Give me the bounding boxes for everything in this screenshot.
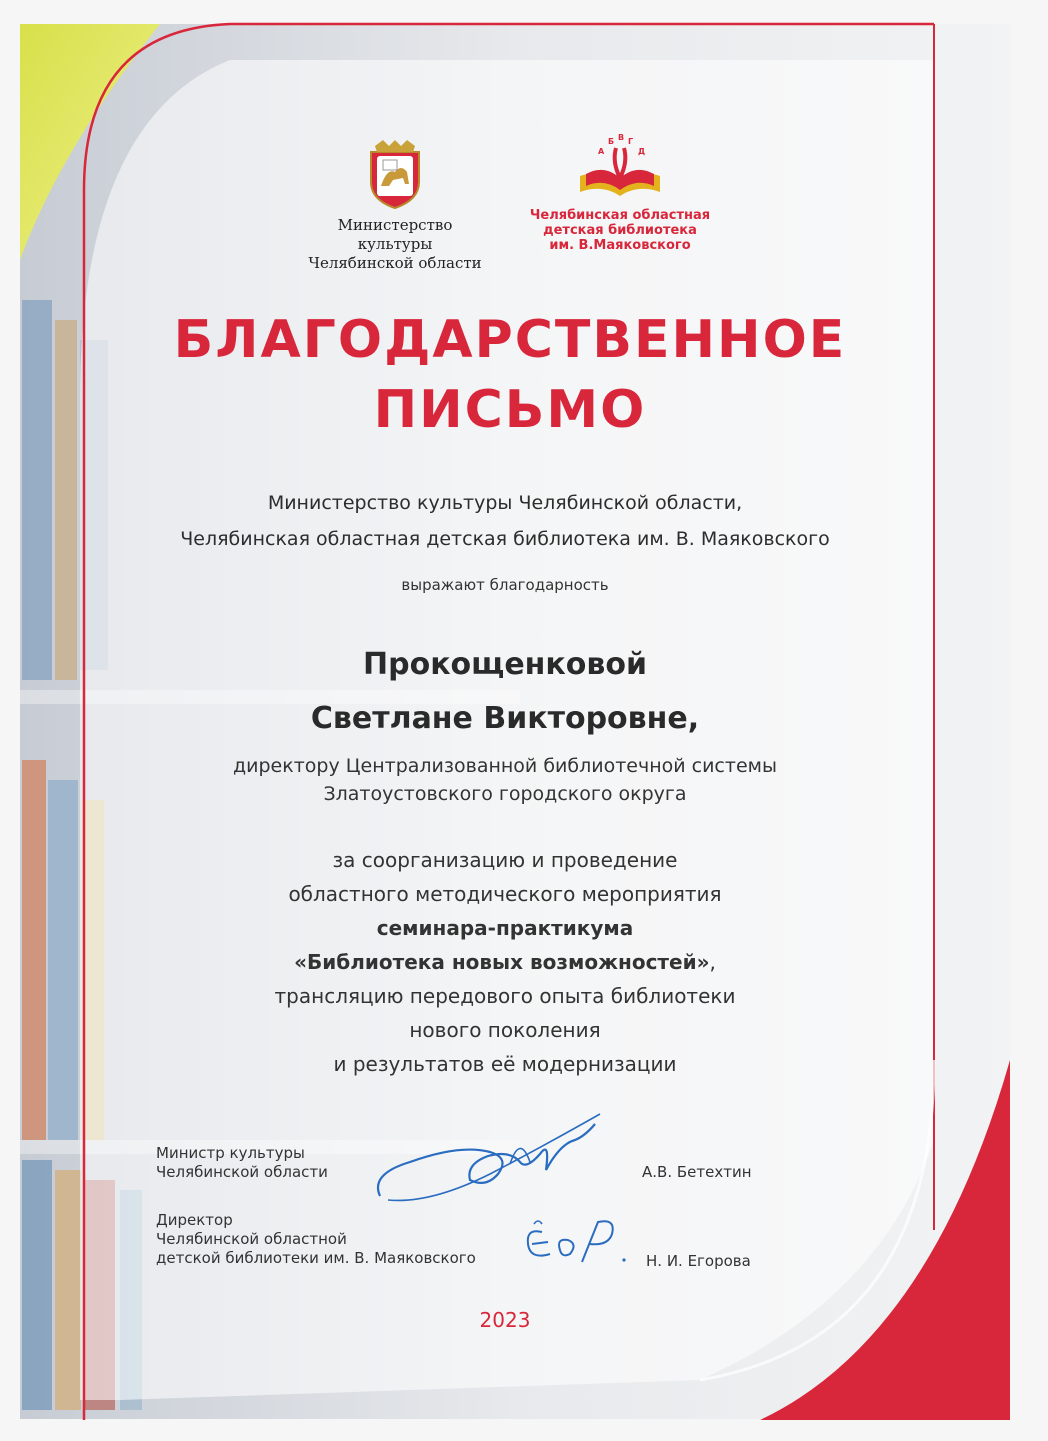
document-title-line2: ПИСЬМО [373, 380, 647, 440]
director-title-line1: Директор [156, 1211, 233, 1229]
director-name: Н. И. Егорова [646, 1252, 751, 1270]
library-logo-block [525, 134, 715, 253]
recipient-given-names: Светлане Викторовне, [310, 701, 700, 736]
library-letter-4: Д [638, 147, 646, 156]
reason-line3 [100, 912, 910, 944]
library-caption-line3: им. В.Маяковского [549, 238, 691, 253]
library-caption-line1: Челябинская областная [529, 208, 711, 223]
reason-line1: за соорганизацию и проведение [332, 848, 678, 872]
ministry-caption-line2: Челябинской области [308, 254, 482, 272]
reason-line4 [100, 946, 910, 978]
reason-line5: трансляцию передового опыта библиотеки [274, 984, 736, 1008]
minister-title-line2: Челябинской области [156, 1163, 328, 1181]
director-title-line3: детской библиотеки им. В. Маяковского [156, 1249, 476, 1267]
document-title-line1: БЛАГОДАРСТВЕННОЕ [173, 310, 847, 370]
director-signature-icon [512, 1214, 642, 1274]
open-book-logo-icon [572, 134, 668, 204]
director-title [156, 1211, 476, 1268]
recipient-surname: Прокощенковой [363, 647, 647, 682]
minister-signature-icon [370, 1104, 610, 1214]
reason-line7: и результатов её модернизации [333, 1052, 677, 1076]
reason-line6: нового поколения [409, 1018, 601, 1042]
director-title-line2: Челябинской областной [156, 1230, 347, 1248]
year: 2023 [479, 1308, 531, 1332]
seminar-title: «Библиотека новых возможностей» [294, 950, 710, 974]
thanks-phrase: выражают благодарность [401, 576, 609, 594]
ministry-logo-block [300, 138, 490, 273]
seminar-type: семинара-практикума [376, 916, 634, 940]
minister-title [156, 1144, 328, 1182]
library-letter-1: Б [608, 137, 615, 146]
recipient-position-line2: Златоустовского городского округа [323, 783, 687, 805]
seminar-title-comma: , [709, 950, 716, 974]
recipient-position-line1: директору Централизованной библиотечной системы [233, 755, 777, 777]
library-letter-3: Г [628, 137, 634, 146]
minister-title-line1: Министр культуры [156, 1144, 305, 1162]
minister-name: А.В. Бетехтин [642, 1163, 752, 1181]
ministry-caption-line1: Министерство культуры [337, 216, 453, 253]
chelyabinsk-coat-of-arms-icon [363, 138, 427, 210]
library-letter-0: А [598, 147, 605, 156]
library-caption-line2: детская библиотека [543, 223, 697, 238]
organization-line2: Челябинская областная детская библиотека им. В. Маяковского [180, 528, 830, 550]
organization-line1: Министерство культуры Челябинской области, [267, 492, 743, 514]
library-letter-2: В [618, 134, 625, 142]
reason-line2: областного методического мероприятия [288, 882, 722, 906]
